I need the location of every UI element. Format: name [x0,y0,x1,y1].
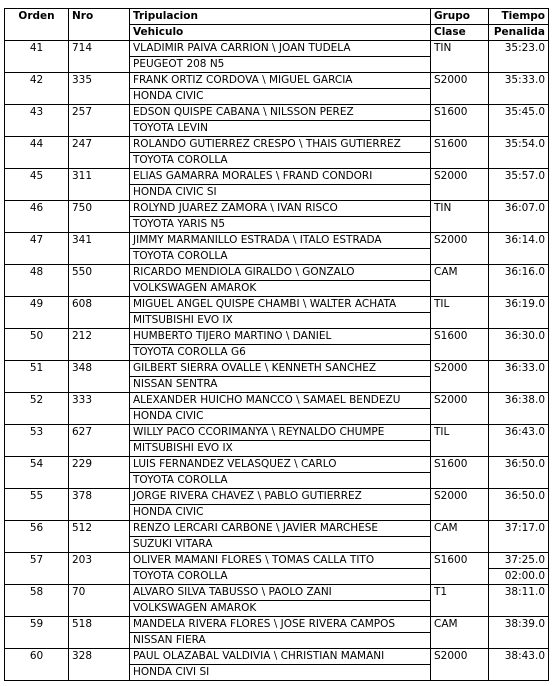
grupo-cell: S2000 [431,73,489,105]
vehiculo-cell: TOYOTA COROLLA [130,249,431,265]
vehiculo-cell: MITSUBISHI EVO IX [130,313,431,329]
table-row [5,617,549,633]
penalidad-cell [489,313,549,329]
penalidad-cell [489,665,549,681]
penalidad-cell [489,281,549,297]
grupo-cell: S1600 [431,553,489,585]
orden-cell: 59 [5,617,69,649]
penalidad-cell [489,57,549,73]
table-row [5,393,549,409]
nro-cell: 335 [69,73,130,105]
table-row [5,585,549,601]
nro-cell: 608 [69,297,130,329]
vehiculo-cell: NISSAN SENTRA [130,377,431,393]
nro-cell: 714 [69,41,130,73]
results-table-body [5,9,549,681]
vehiculo-cell: HONDA CIVIC [130,89,431,105]
header-tiempo: Tiempo [489,9,549,25]
penalidad-cell [489,473,549,489]
tripulacion-cell: EDSON QUISPE CABANA \ NILSSON PEREZ [130,105,431,121]
tiempo-cell: 37:25.0 [489,553,549,569]
tiempo-cell: 38:43.0 [489,649,549,665]
vehiculo-cell: TOYOTA YARIS N5 [130,217,431,233]
grupo-cell: S1600 [431,105,489,137]
grupo-cell: S2000 [431,489,489,521]
vehiculo-cell: SUZUKI VITARA [130,537,431,553]
vehiculo-cell: NISSAN FIERA [130,633,431,649]
header-row-top [5,9,549,25]
orden-cell: 53 [5,425,69,457]
grupo-cell: T1 [431,585,489,617]
table-row [5,425,549,441]
tiempo-cell: 36:50.0 [489,457,549,473]
penalidad-cell [489,217,549,233]
tiempo-cell: 36:38.0 [489,393,549,409]
header-penalida: Penalida [489,25,549,41]
grupo-cell: S2000 [431,393,489,425]
results-table [4,8,549,681]
tiempo-cell: 37:17.0 [489,521,549,537]
vehiculo-cell: VOLKSWAGEN AMAROK [130,601,431,617]
table-row [5,297,549,313]
penalidad-cell [489,601,549,617]
penalidad-cell [489,153,549,169]
nro-cell: 750 [69,201,130,233]
penalidad-cell [489,185,549,201]
orden-cell: 44 [5,137,69,169]
vehiculo-cell: TOYOTA COROLLA [130,569,431,585]
table-row [5,137,549,153]
tiempo-cell: 36:33.0 [489,361,549,377]
orden-cell: 57 [5,553,69,585]
nro-cell: 518 [69,617,130,649]
nro-cell: 328 [69,649,130,681]
table-row [5,41,549,57]
vehiculo-cell: MITSUBISHI EVO IX [130,441,431,457]
tripulacion-cell: ROLANDO GUTIERREZ CRESPO \ THAIS GUTIERREZ [130,137,431,153]
nro-cell: 512 [69,521,130,553]
orden-cell: 41 [5,41,69,73]
table-row [5,489,549,505]
table-row [5,169,549,185]
tiempo-cell: 36:14.0 [489,233,549,249]
tiempo-cell: 35:57.0 [489,169,549,185]
tiempo-cell: 35:45.0 [489,105,549,121]
nro-cell: 229 [69,457,130,489]
tiempo-cell: 38:11.0 [489,585,549,601]
tripulacion-cell: MANDELA RIVERA FLORES \ JOSE RIVERA CAMPOS [130,617,431,633]
table-row [5,457,549,473]
tripulacion-cell: ELIAS GAMARRA MORALES \ FRAND CONDORI [130,169,431,185]
grupo-cell: TIN [431,201,489,233]
nro-cell: 212 [69,329,130,361]
tripulacion-cell: WILLY PACO CCORIMANYA \ REYNALDO CHUMPE [130,425,431,441]
penalidad-cell [489,121,549,137]
orden-cell: 60 [5,649,69,681]
tripulacion-cell: HUMBERTO TIJERO MARTINO \ DANIEL [130,329,431,345]
table-row [5,521,549,537]
tiempo-cell: 35:54.0 [489,137,549,153]
penalidad-cell [489,441,549,457]
table-row [5,73,549,89]
grupo-cell: CAM [431,521,489,553]
penalidad-cell [489,633,549,649]
table-row [5,105,549,121]
penalidad-cell [489,377,549,393]
table-row [5,553,549,569]
orden-cell: 58 [5,585,69,617]
nro-cell: 333 [69,393,130,425]
nro-cell: 311 [69,169,130,201]
table-row [5,361,549,377]
tripulacion-cell: ROLYND JUAREZ ZAMORA \ IVAN RISCO [130,201,431,217]
tripulacion-cell: JORGE RIVERA CHAVEZ \ PABLO GUTIERREZ [130,489,431,505]
orden-cell: 54 [5,457,69,489]
orden-cell: 56 [5,521,69,553]
orden-cell: 42 [5,73,69,105]
grupo-cell: S1600 [431,457,489,489]
tripulacion-cell: GILBERT SIERRA OVALLE \ KENNETH SANCHEZ [130,361,431,377]
orden-cell: 49 [5,297,69,329]
header-grupo: Grupo [431,9,489,25]
grupo-cell: S2000 [431,649,489,681]
grupo-cell: S2000 [431,361,489,393]
grupo-cell: CAM [431,265,489,297]
orden-cell: 45 [5,169,69,201]
penalidad-cell [489,409,549,425]
penalidad-cell [489,537,549,553]
nro-cell: 378 [69,489,130,521]
grupo-cell: TIN [431,41,489,73]
header-clase: Clase [431,25,489,41]
table-row [5,649,549,665]
nro-cell: 257 [69,105,130,137]
penalidad-cell [489,505,549,521]
vehiculo-cell: VOLKSWAGEN AMAROK [130,281,431,297]
nro-cell: 348 [69,361,130,393]
orden-cell: 50 [5,329,69,361]
tiempo-cell: 36:43.0 [489,425,549,441]
grupo-cell: CAM [431,617,489,649]
vehiculo-cell: PEUGEOT 208 N5 [130,57,431,73]
orden-cell: 48 [5,265,69,297]
vehiculo-cell: HONDA CIVI SI [130,665,431,681]
penalidad-cell [489,89,549,105]
tripulacion-cell: RENZO LERCARI CARBONE \ JAVIER MARCHESE [130,521,431,537]
tiempo-cell: 36:07.0 [489,201,549,217]
penalidad-cell [489,249,549,265]
orden-cell: 43 [5,105,69,137]
tripulacion-cell: LUIS FERNANDEZ VELASQUEZ \ CARLO [130,457,431,473]
nro-cell: 70 [69,585,130,617]
tiempo-cell: 35:33.0 [489,73,549,89]
tripulacion-cell: JIMMY MARMANILLO ESTRADA \ ITALO ESTRADA [130,233,431,249]
tripulacion-cell: PAUL OLAZABAL VALDIVIA \ CHRISTIAN MAMANI [130,649,431,665]
header-nro: Nro [69,9,130,41]
nro-cell: 627 [69,425,130,457]
table-row [5,329,549,345]
tiempo-cell: 36:19.0 [489,297,549,313]
orden-cell: 55 [5,489,69,521]
header-vehiculo: Vehiculo [130,25,431,41]
nro-cell: 247 [69,137,130,169]
grupo-cell: S2000 [431,233,489,265]
tripulacion-cell: MIGUEL ANGEL QUISPE CHAMBI \ WALTER ACHATA [130,297,431,313]
grupo-cell: TIL [431,425,489,457]
grupo-cell: TIL [431,297,489,329]
vehiculo-cell: HONDA CIVIC [130,505,431,521]
orden-cell: 47 [5,233,69,265]
tripulacion-cell: FRANK ORTIZ CORDOVA \ MIGUEL GARCIA [130,73,431,89]
penalidad-cell: 02:00.0 [489,569,549,585]
tripulacion-cell: VLADIMIR PAIVA CARRION \ JOAN TUDELA [130,41,431,57]
vehiculo-cell: TOYOTA COROLLA G6 [130,345,431,361]
tripulacion-cell: ALVARO SILVA TABUSSO \ PAOLO ZANI [130,585,431,601]
tripulacion-cell: ALEXANDER HUICHO MANCCO \ SAMAEL BENDEZU [130,393,431,409]
results-table-container [4,8,549,681]
tiempo-cell: 36:50.0 [489,489,549,505]
orden-cell: 46 [5,201,69,233]
vehiculo-cell: HONDA CIVIC [130,409,431,425]
header-tripulacion: Tripulacion [130,9,431,25]
tripulacion-cell: RICARDO MENDIOLA GIRALDO \ GONZALO [130,265,431,281]
nro-cell: 550 [69,265,130,297]
grupo-cell: S2000 [431,169,489,201]
nro-cell: 341 [69,233,130,265]
header-orden: Orden [5,9,69,41]
grupo-cell: S1600 [431,329,489,361]
penalidad-cell [489,345,549,361]
tripulacion-cell: OLIVER MAMANI FLORES \ TOMAS CALLA TITO [130,553,431,569]
vehiculo-cell: TOYOTA COROLLA [130,153,431,169]
vehiculo-cell: TOYOTA COROLLA [130,473,431,489]
table-row [5,201,549,217]
table-row [5,233,549,249]
vehiculo-cell: TOYOTA LEVIN [130,121,431,137]
tiempo-cell: 38:39.0 [489,617,549,633]
tiempo-cell: 36:16.0 [489,265,549,281]
tiempo-cell: 36:30.0 [489,329,549,345]
nro-cell: 203 [69,553,130,585]
orden-cell: 51 [5,361,69,393]
tiempo-cell: 35:23.0 [489,41,549,57]
vehiculo-cell: HONDA CIVIC SI [130,185,431,201]
orden-cell: 52 [5,393,69,425]
table-row [5,265,549,281]
grupo-cell: S1600 [431,137,489,169]
